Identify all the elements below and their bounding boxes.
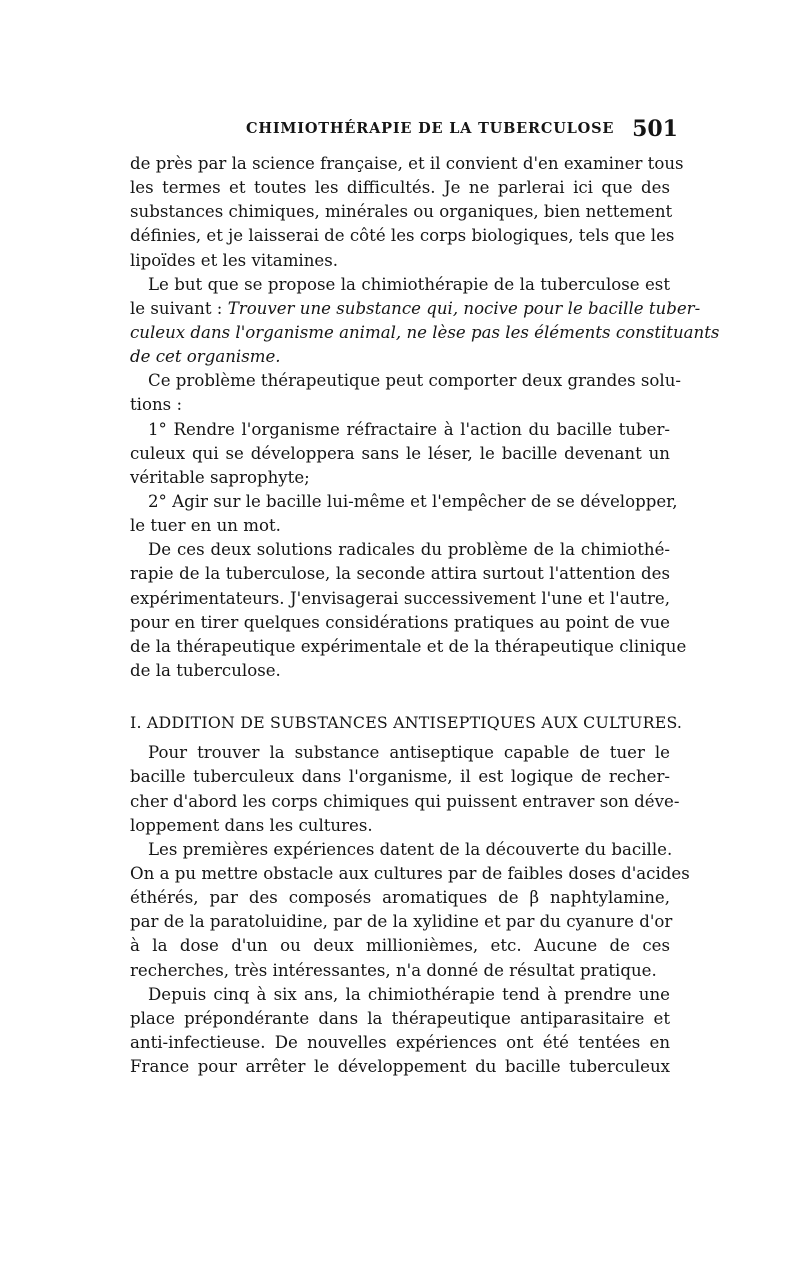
- text-line: Les premières expériences datent de la découverte du bacille.: [148, 839, 673, 859]
- text-line: De ces deux solutions radicales du problème de la chimiothé-: [148, 540, 670, 560]
- text-line: par de la paratoluidine, par de la xylidine et par du cyanure d'or: [130, 912, 673, 932]
- body-text: [130, 152, 720, 1079]
- text-line: rapie de la tuberculose, la seconde attira surtout l'attention des: [130, 564, 670, 584]
- text-line: bacille tuberculeux dans l'organisme, il est logique de recher-: [130, 767, 670, 787]
- text-line: de la thérapeutique expérimentale et de la thérapeutique clinique: [130, 636, 687, 656]
- text-line: de près par la science française, et il convient d'en examiner tous: [130, 154, 684, 173]
- text-line: On a pu mettre obstacle aux cultures par de faibles doses d'acides: [130, 863, 690, 883]
- section-heading: I. ADDITION DE SUBSTANCES ANTISEPTIQUES AUX CULTURES.: [130, 713, 683, 733]
- text-line: à la dose d'un ou deux millionièmes, etc. Aucune de ces: [130, 936, 670, 956]
- text-line: lipoïdes et les vitamines.: [130, 250, 339, 270]
- text-line: Depuis cinq à six ans, la chimiothérapie tend à prendre une: [148, 984, 670, 1004]
- text-line: culeux qui se développera sans le léser, le bacille devenant un: [130, 443, 670, 463]
- text-line: substances chimiques, minérales ou organiques, bien nettement: [130, 202, 673, 222]
- text-line: expérimentateurs. J'envisagerai successivement l'une et l'autre,: [130, 588, 670, 608]
- text-line: place prépondérante dans la thérapeutique antiparasitaire et: [130, 1008, 670, 1028]
- text-line: cher d'abord les corps chimiques qui puissent entraver son déve-: [130, 791, 680, 811]
- text-line: loppement dans les cultures.: [130, 815, 373, 835]
- italic-statement: de cet organisme.: [130, 347, 281, 367]
- text-run: le suivant :: [130, 298, 228, 318]
- text-line: [130, 345, 670, 369]
- text-line: Le but que se propose la chimiothérapie de la tuberculose est: [148, 274, 670, 294]
- running-title: CHIMIOTHÉRAPIE DE LA TUBERCULOSE: [246, 120, 615, 137]
- italic-statement: Trouver une substance qui, nocive pour le bacille tuber-: [227, 298, 701, 318]
- text-line: pour en tirer quelques considérations pratiques au point de vue: [130, 612, 670, 632]
- text-line: [130, 321, 720, 345]
- text-line: Ce problème thérapeutique peut comporter deux grandes solu-: [148, 371, 681, 391]
- text-line: tions :: [130, 395, 183, 415]
- text-line: recherches, très intéressantes, n'a donné de résultat pratique.: [130, 960, 657, 980]
- text-line: France pour arrêter le développement du bacille tuberculeux: [130, 1057, 670, 1077]
- text-line: de la tuberculose.: [130, 660, 281, 680]
- page-number: 501: [632, 116, 678, 142]
- text-line: le tuer en un mot.: [130, 516, 281, 536]
- text-line: [130, 297, 701, 321]
- text-line: 2° Agir sur le bacille lui-même et l'empêcher de se développer,: [148, 491, 678, 511]
- text-line: anti-infectieuse. De nouvelles expériences ont été tentées en: [130, 1032, 670, 1052]
- text-line: éthérés, par des composés aromatiques de β naphtylamine,: [130, 888, 670, 908]
- text-line: les termes et toutes les difficultés. Je ne parlerai ici que des: [130, 178, 670, 198]
- text-line: 1° Rendre l'organisme réfractaire à l'action du bacille tuber-: [148, 419, 670, 439]
- italic-statement: culeux dans l'organisme animal, ne lèse pas les éléments constituants: [130, 322, 720, 342]
- text-line: définies, et je laisserai de côté les corps biologiques, tels que les: [130, 226, 675, 246]
- text-line: véritable saprophyte;: [130, 467, 310, 487]
- text-line: Pour trouver la substance antiseptique capable de tuer le: [148, 743, 670, 763]
- running-head: [130, 116, 678, 146]
